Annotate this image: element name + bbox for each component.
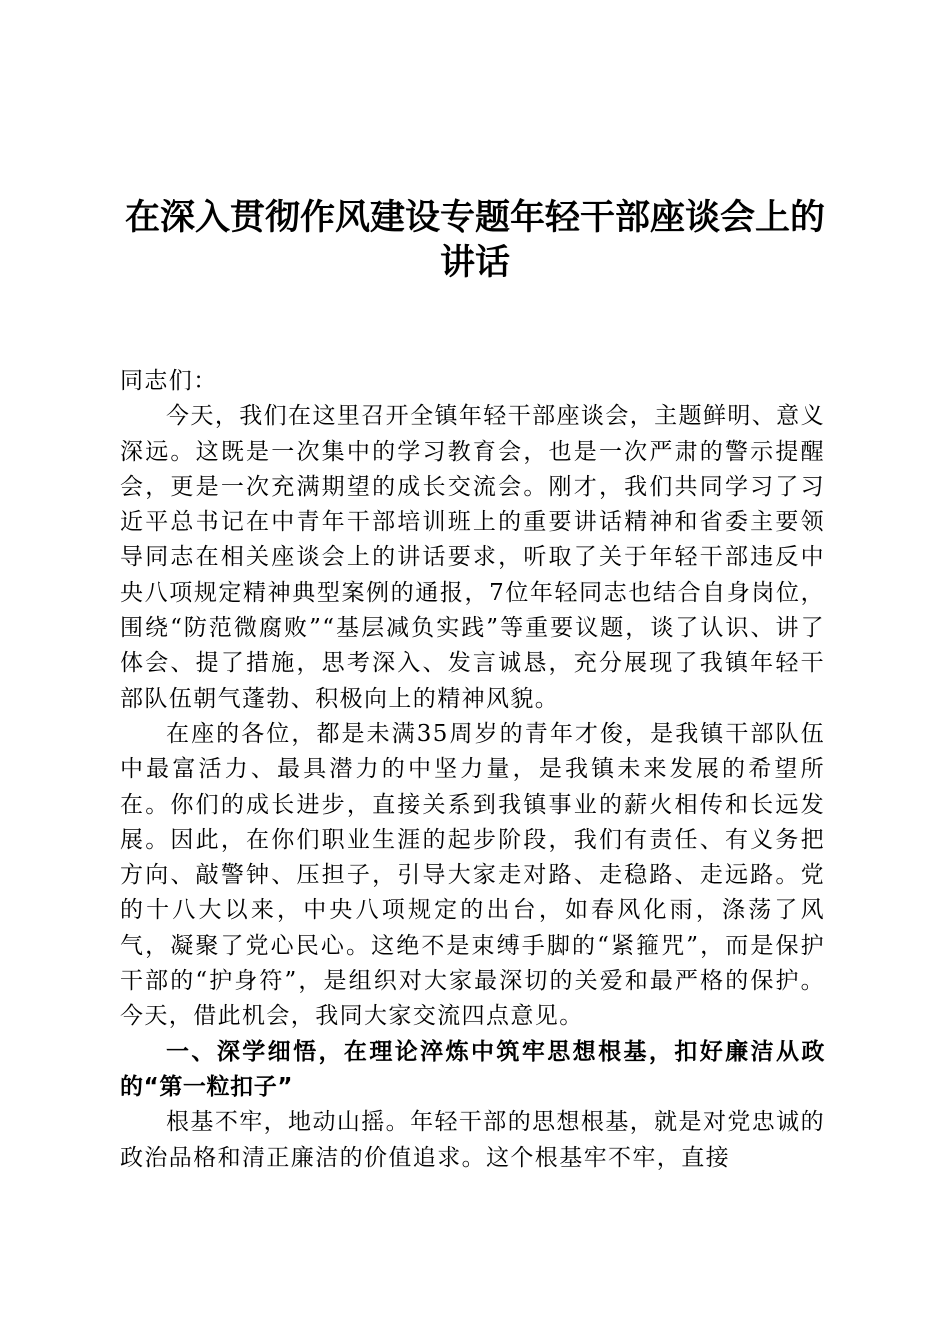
document-title-line-1: 在深入贯彻作风建设专题年轻干部座谈会上的 [124,198,825,238]
section-1-paragraph: 根基不牢，地动山摇。年轻干部的思想根基，就是对党忠诚的政治品格和清正廉洁的价值追求。这个根基牢不牢，直接 [120,1109,825,1171]
salutation: 同志们： [120,368,218,394]
document-title-line-2: 讲话 [439,243,510,283]
section-heading-1: 一、深学细悟，在理论淬炼中筑牢思想根基，扣好廉洁从政的“第一粒扣子” [120,1038,825,1100]
document-body [120,364,825,1176]
body-paragraph-2: 在座的各位，都是未满35周岁的青年才俊，是我镇干部队伍中最富活力、最具潜力的中坚力量，是我镇未来发展的希望所在。你们的成长进步，直接关系到我镇事业的薪火相传和长远发展。因此，在你们职业生涯的起步阶段，我们有责任、有义务把方向、敲警钟、压担子，引导大家走对路、走稳路、走远路。党的十八大以来，中央八项规定的出台，如春风化雨，涤荡了风气，凝聚了党心民心。这绝不是束缚手脚的“紧箍咒”，而是保护干部的“护身符”，是组织对大家最深切的关爱和最严格的保护。今天，借此机会，我同大家交流四点意见。 [120,720,825,1030]
body-paragraph-1: 今天，我们在这里召开全镇年轻干部座谈会，主题鲜明、意义深远。这既是一次集中的学习教育会，也是一次严肃的警示提醒会，更是一次充满期望的成长交流会。刚才，我们共同学习了习近平总书记在中青年干部培训班上的重要讲话精神和省委主要领导同志在相关座谈会上的讲话要求，听取了关于年轻干部违反中央八项规定精神典型案例的通报，7位年轻同志也结合自身岗位，围绕“防范微腐败”“基层减负实践”等重要议题，谈了认识、讲了体会、提了措施，思考深入、发言诚恳，充分展现了我镇年轻干部队伍朝气蓬勃、积极向上的精神风貌。 [120,403,825,712]
